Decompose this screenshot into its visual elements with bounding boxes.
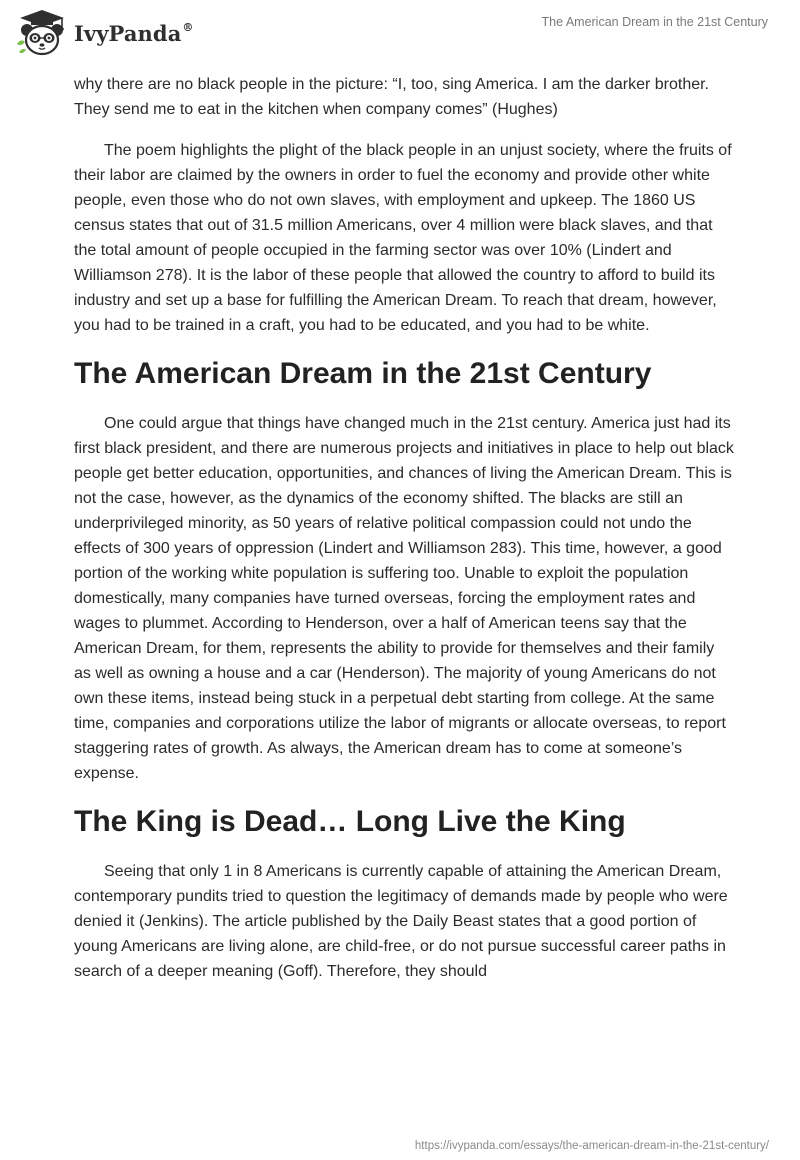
page-header: [0, 0, 800, 66]
ivypanda-logo[interactable]: [14, 8, 194, 58]
panda-graduate-icon: [14, 8, 70, 58]
running-title: The American Dream in the 21st Century: [541, 15, 768, 29]
essay-content: [74, 72, 734, 984]
paragraph-poem-analysis: The poem highlights the plight of the black people in an unjust society, where the fruits of their labor are claimed by the owners in order to fuel the economy and provide other white people, even those who do not own slaves, with employment and upkeep. The 1860 US census states that out of 31.5 million Americans, over 4 million were black slaves, and that the total amount of people occupied in the farming sector was over 10% (Lindert and Williamson 278). It is the labor of these people that allowed the country to afford to build its industry and set up a base for fulfilling the American Dream. To reach that dream, however, you had to be trained in a craft, you had to be educated, and you had to be white.: [74, 142, 732, 334]
paragraph-king-is-dead: Seeing that only 1 in 8 Americans is currently capable of attaining the American Dream, contemporary pundits tried to question the legitimacy of demands made by people who were denied it (Jenkins). The article published by the Daily Beast states that a good portion of young Americans are living alone, are child-free, or do not pursue successful career paths in search of a deeper meaning (Goff). Therefore, they should: [74, 863, 728, 980]
paragraph-21st-century: One could argue that things have changed much in the 21st century. America just had its first black president, and there are numerous projects and initiatives in place to help out black people get better education, opportunities, and chances of living the American Dream. This is not the case, however, as the dynamics of the economy shifted. The blacks are still an underprivileged minority, as 50 years of relative political compassion could not undo the effects of 300 years of oppression (Lindert and Williamson 283). This time, however, a good portion of the working white population is suffering too. Unable to exploit the population domestically, many companies have turned overseas, forcing the employment rates and wages to plummet. According to Henderson, over a half of American teens say that the American Dream, for them, represents the ability to provide for themselves and their family as well as owning a house and a car (Henderson). The majority of young Americans do not own these items, instead being stuck in a perpetual debt starting from college. At the same time, companies and corporations utilize the labor of migrants or allocate overseas, to report staggering rates of growth. As always, the American dream has to come at someone’s expense.: [74, 415, 734, 782]
logo-name: IvyPanda: [74, 20, 182, 46]
source-url[interactable]: https://ivypanda.com/essays/the-american-dream-in-the-21st-century/: [414, 1140, 769, 1152]
section-heading-king-is-dead: The King is Dead… Long Live the King: [74, 805, 626, 838]
registered-mark: ®: [182, 20, 194, 34]
logo-wordmark: [74, 21, 194, 46]
paragraph-quote-continuation: why there are no black people in the picture: “I, too, sing America. I am the darker brother. They send me to eat in the kitchen when company comes” (Hughes): [74, 76, 709, 118]
section-heading-21st-century: The American Dream in the 21st Century: [74, 357, 652, 390]
